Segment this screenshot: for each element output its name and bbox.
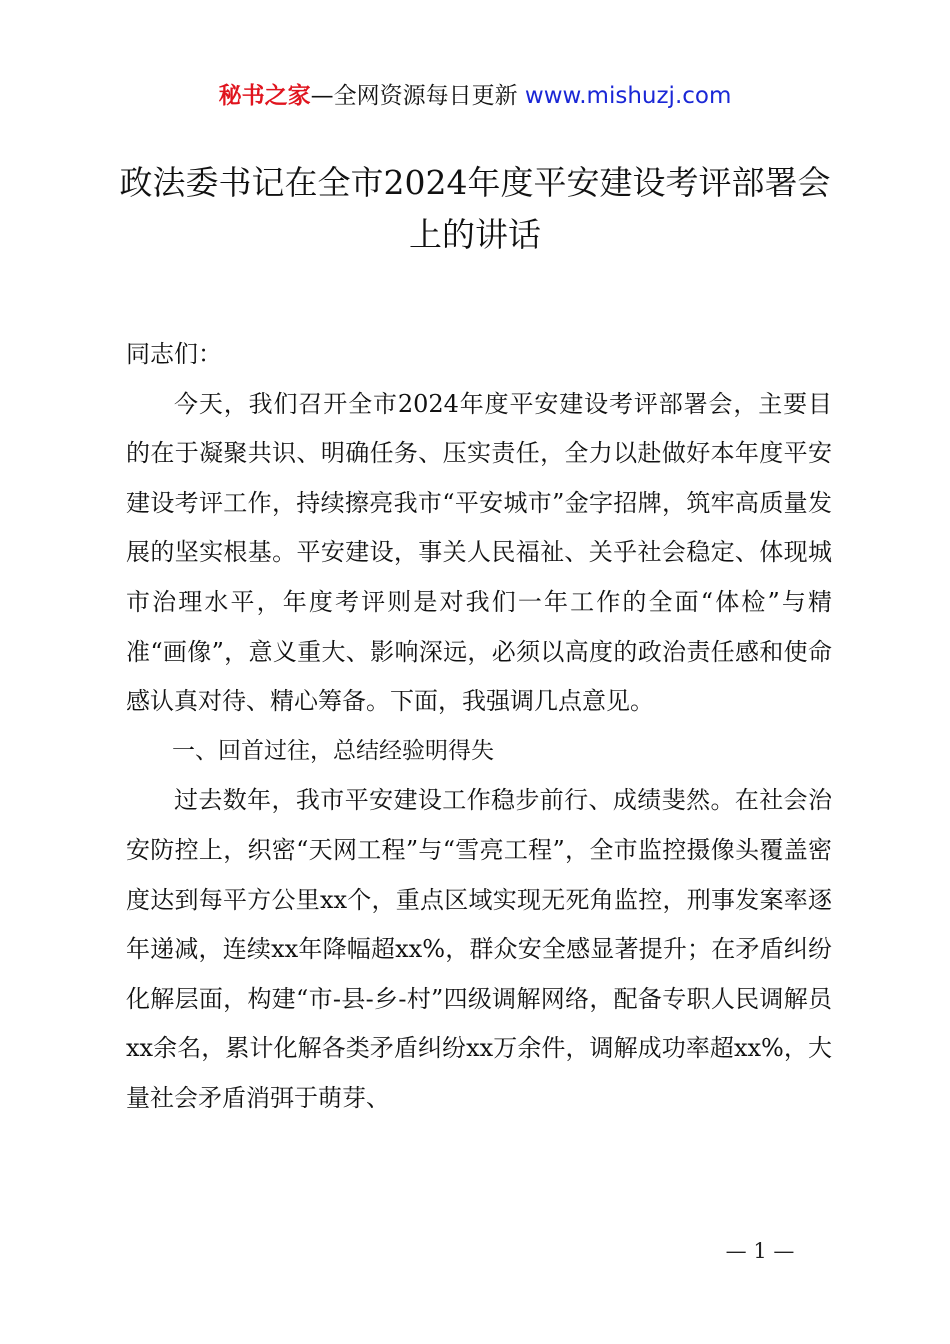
salutation: 同志们： — [126, 340, 222, 368]
document-title: 政法委书记在全市2024年度平安建设考评部署会上的讲话 — [119, 163, 831, 254]
intro-paragraph: 今天，我们召开全市2024年度平安建设考评部署会，主要目的在于凝聚共识、明确任务、压实责任，全力以赴做好本年度平安建设考评工作，持续擦亮我市“平安城市”金字招牌，筑牢高质量发展的坚实根基。平安建设，事关人民福祉、关乎社会稳定、体现城市治理水平，年度考评则是对我们一年工作的全面“体检”与精准“画像”，意义重大、影响深远，必须以高度的政治责任感和使命感认真对待、精心筹备。下面，我强调几点意见。 — [126, 389, 832, 716]
section-paragraph: 过去数年，我市平安建设工作稳步前行、成绩斐然。在社会治安防控上，织密“天网工程”与“雪亮工程”，全市监控摄像头覆盖密度达到每平方公里xx个，重点区域实现无死角监控，刑事发案率逐年递减，连续xx年降幅超xx%，群众安全感显著提升；在矛盾纠纷化解层面，构建“市-县-乡-村”四级调解网络，配备专职人民调解员xx余名，累计化解各类矛盾纠纷xx万余件，调解成功率超xx%，大量社会矛盾消弭于萌芽、 — [126, 786, 832, 1112]
page-number: — 1 — — [725, 1239, 795, 1263]
document-body — [126, 330, 832, 1124]
brand-name: 秘书之家 — [218, 83, 311, 109]
section-heading: 一、回首过往，总结经验明得失 — [172, 737, 494, 764]
header-tagline: —全网资源每日更新 — [310, 83, 525, 109]
website-link[interactable]: www.mishuzj.com — [524, 83, 732, 109]
header-banner — [0, 80, 950, 112]
